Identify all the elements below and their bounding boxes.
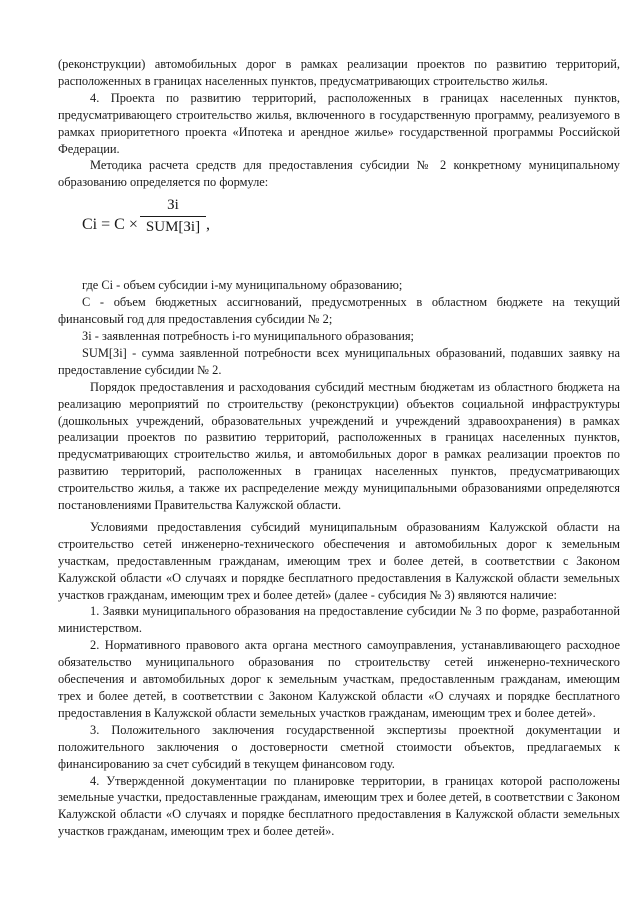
paragraph-condition-2: 2. Нормативного правового акта органа местного самоуправления, устанавливающего расходное обязательство муниципального образования по строительству сетей инженерно-технического обеспечения и автомобильных дорог к земельным участкам, предоставленным гражданам, имеющим трех и более детей, в соответствии с Законом Калужской области «О случаях и порядке бесплатного предоставления в Калужской области земельных участков гражданам, имеющим трех и более детей». <box>58 638 620 720</box>
paragraph-condition-1: 1. Заявки муниципального образования на предоставление субсидии № 3 по форме, разработанной министерством. <box>58 604 620 636</box>
definition-ci: где Ci - объем субсидии i-му муниципальному образованию; <box>82 278 403 293</box>
definition-sum: SUM[Зi] - сумма заявленной потребности всех муниципальных образований, подавших заявку на предоставление субсидии № 2. <box>58 345 620 377</box>
paragraph-conditions: Условиями предоставления субсидий муниципальным образованиям Калужской области на строительство сетей инженерно-технического обеспечения и автомобильных дорог к земельным участкам, предоставленным гражданам, имеющим трех и более детей, в соответствии с Законом Калужской области «О случаях и порядке бесплатного предоставления в Калужской области земельных участков гражданам, имеющим трех и более детей» (далее - субсидия № 3) являются наличие: <box>58 519 620 602</box>
formula <box>58 197 620 269</box>
formula-fraction <box>140 197 206 236</box>
paragraph-condition-4: 4. Утвержденной документации по планировке территории, в границах которой расположены земельные участки, предоставленные гражданам, имеющим трех и более детей, в соответствии с Законом Калужской области «О случаях и порядке бесплатного предоставления в Калужской области земельных участков гражданам, имеющим трех и более детей». <box>58 773 620 839</box>
formula-comma: , <box>206 216 210 234</box>
formula-lhs: Ci = C × <box>82 216 138 234</box>
paragraph-method: Методика расчета средств для предоставления субсидии № 2 конкретному муниципальному образованию определяется по формуле: <box>58 158 620 190</box>
paragraph-condition-3: 3. Положительного заключения государственной экспертизы проектной документации и положительного заключения о достоверности сметной стоимости объектов, предлагаемых к финансированию за счет субсидий в текущем финансовом году. <box>58 722 620 771</box>
paragraph-item-4: 4. Проекта по развитию территорий, расположенных в границах населенных пунктов, предусматривающего строительство жилья, включенного в государственную программу, реализуемого в рамках приоритетного проекта «Ипотека и арендное жилье» государственной программы Российской Федерации. <box>58 90 620 156</box>
formula-denominator: SUM[Зi] <box>145 219 201 236</box>
paragraph-procedure: Порядок предоставления и расходования субсидий местным бюджетам из областного бюджета на реализацию мероприятий по строительству (реконструкции) объектов социальной инфраструктуры (дошкольных учреждений, образовательных учреждений и учреждений здравоохранения) в рамках реализации проектов по развитию территорий, расположенных в границах населенных пунктов, предусматривающих строительство жилья, и автомобильных дорог в рамках реализации проектов по развитию территорий, расположенных в границах населенных пунктов, предусматривающих строительство жилья, а также их распределение между муниципальными образованиями определяются постановлениями Правительства Калужской области. <box>58 379 620 513</box>
formula-numerator: Зi <box>140 197 206 217</box>
definition-c: C - объем бюджетных ассигнований, предусмотренных в областном бюджете на текущий финансовый год для предоставления субсидии № 2; <box>58 295 620 327</box>
definition-zi: Зi - заявленная потребность i-го муниципального образования; <box>82 328 414 343</box>
document-body <box>58 56 620 840</box>
paragraph-continuation: (реконструкции) автомобильных дорог в рамках реализации проектов по развитию территорий, расположенных в границах населенных пунктов, предусматривающих строительство жилья. <box>58 57 620 88</box>
